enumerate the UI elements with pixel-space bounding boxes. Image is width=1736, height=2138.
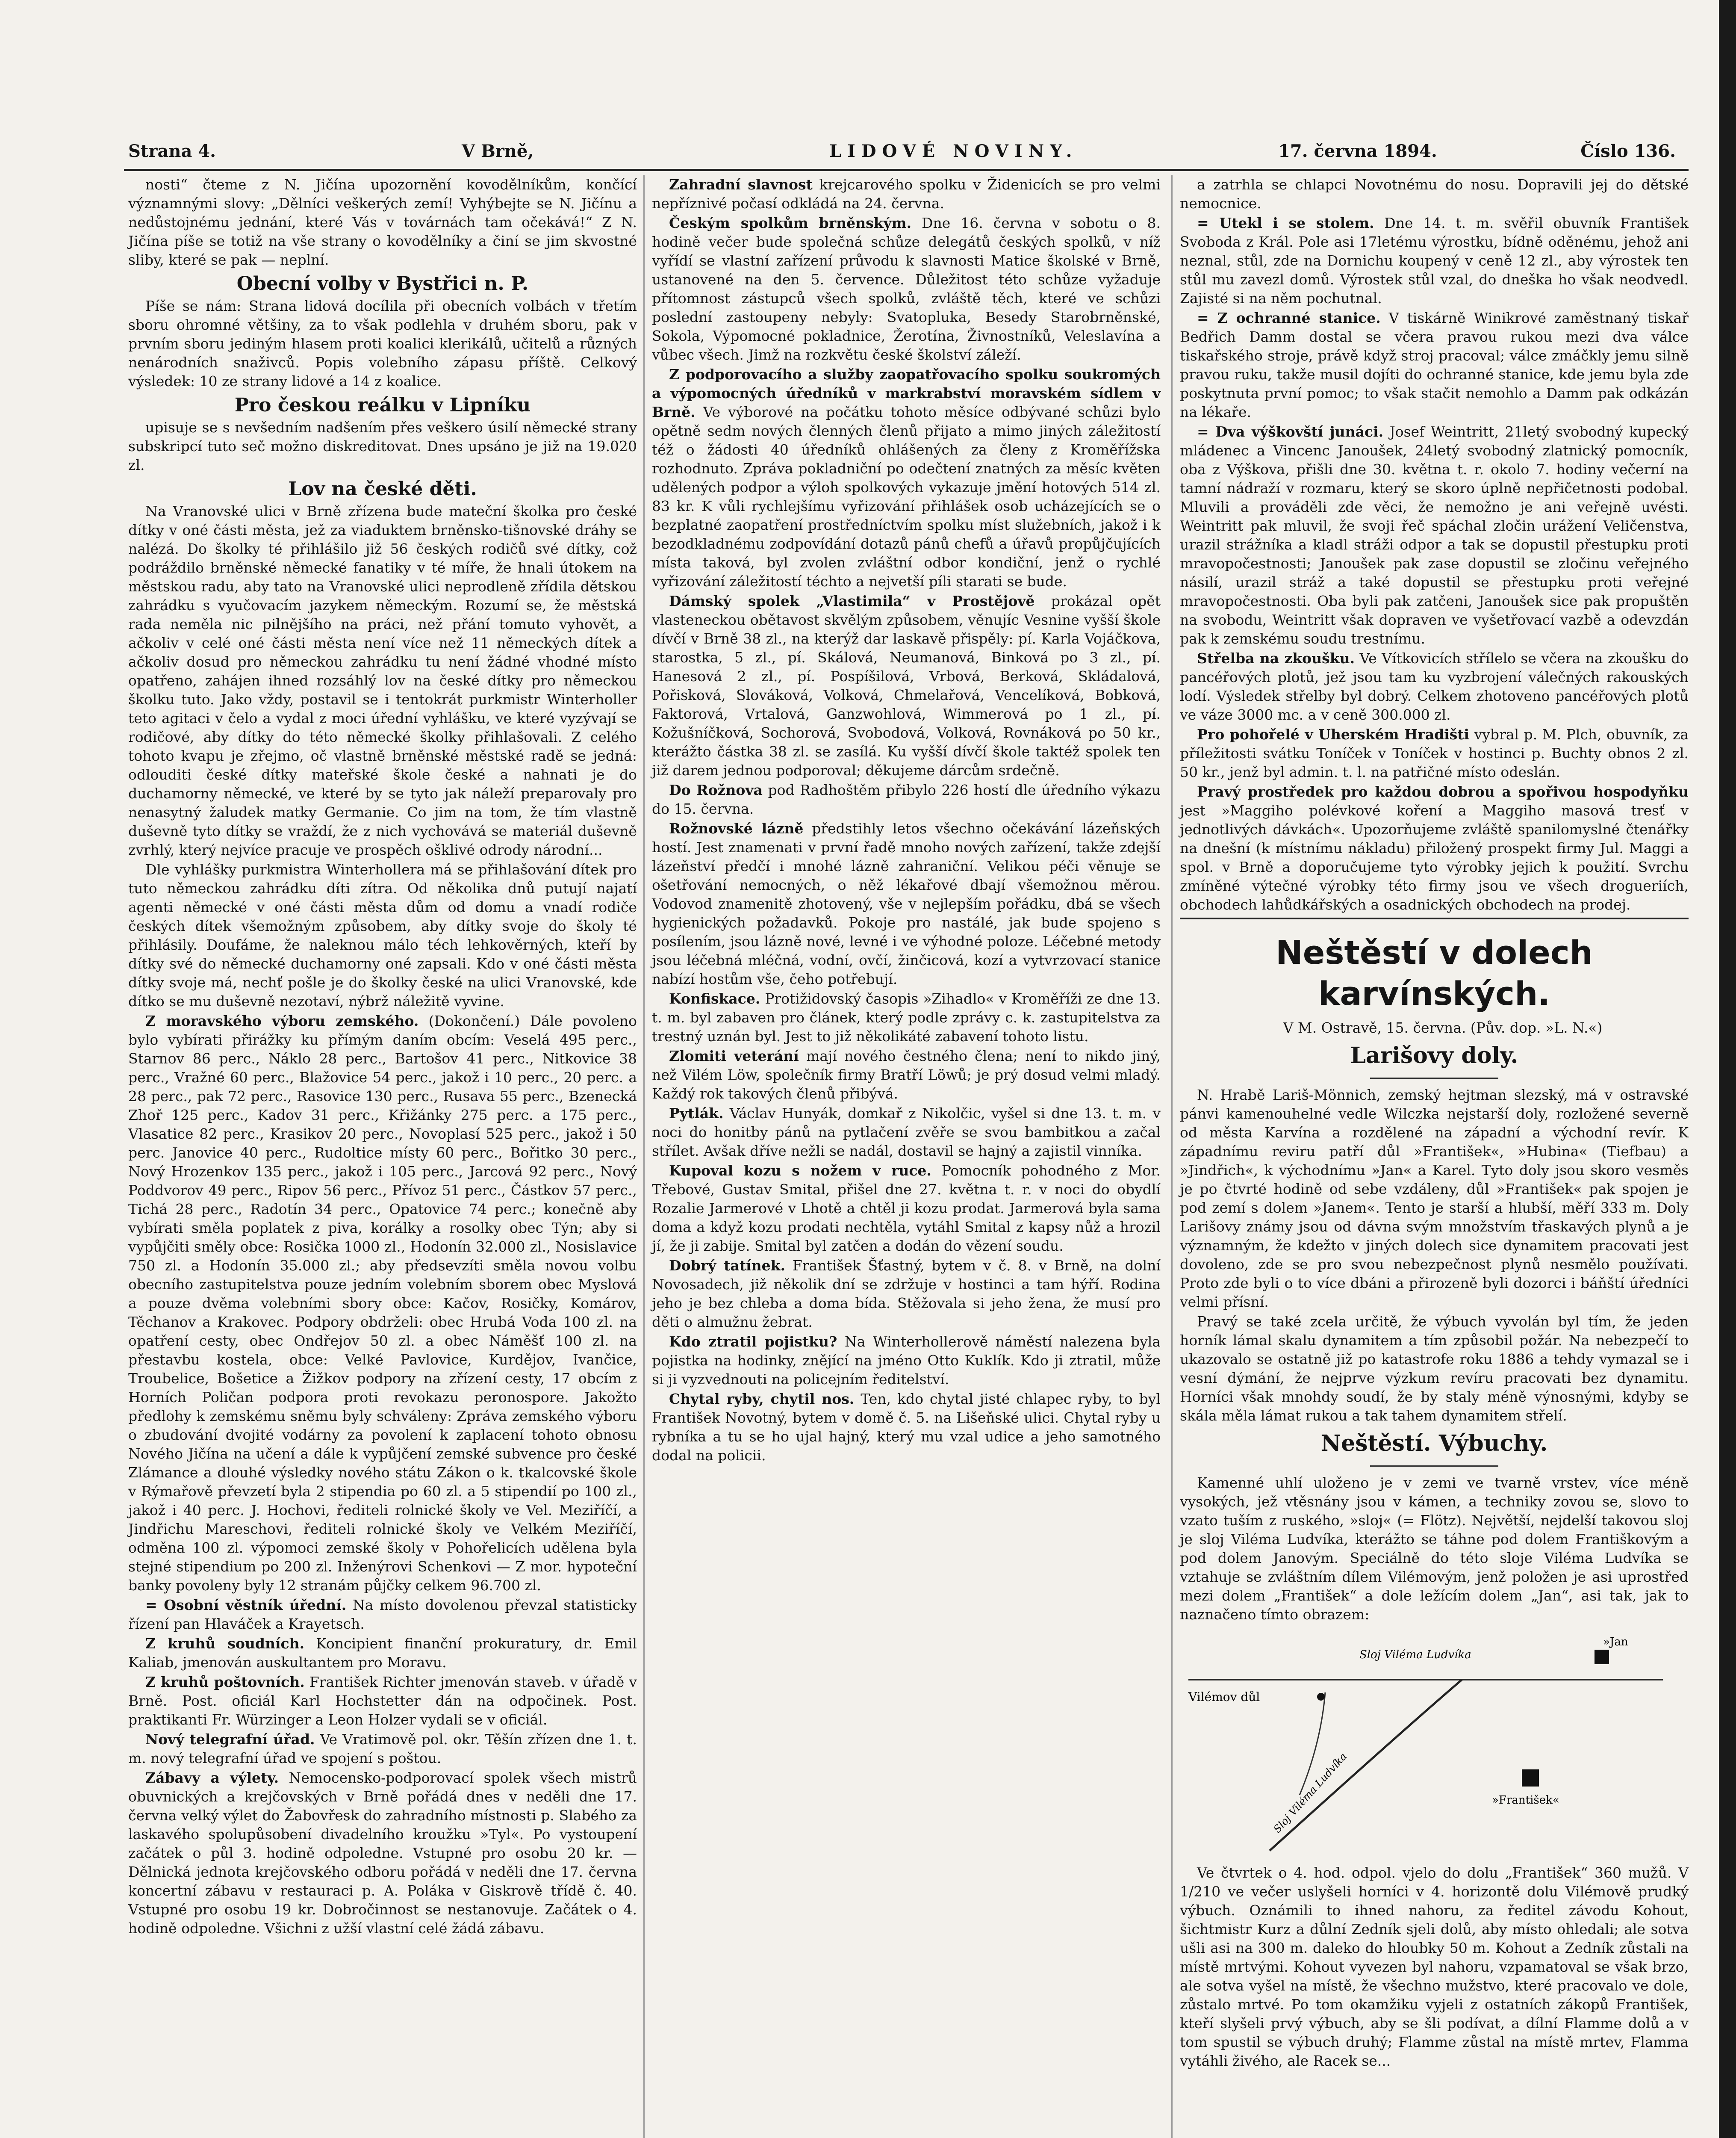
map-label: Vilémov důl	[1188, 1690, 1260, 1704]
article-heading: Rožnovské lázně	[669, 820, 804, 837]
article-heading: Zlomiti veterání	[669, 1048, 799, 1064]
newspaper-title: LIDOVÉ NOVINY.	[829, 141, 1078, 161]
article-heading: Z podporovacího a služby zaopatřovacího spolku soukromých a výpomocných úředníků v markrabství moravském sídlem v Brně.	[652, 366, 1161, 420]
article-text: Píše se nám: Strana lidová docílila při obecních volbách v třetím sboru ohromné většiny, za to však podlehla v druhém sboru, pak v prvním sboru jediným hlasem proti koalici klerikálů, učitelů a různých nenárodních snaživců. Popis volebního zápasu příště. Celkový výsledek: 10 ze strany lidové a 14 z koalice.	[128, 298, 637, 390]
map-label: Sloj Viléma Ludvíka	[1359, 1648, 1471, 1661]
article-text: František Šťastný, bytem v č. 8. v Brně, na dolní Novosadech, již několik dní se zdržuje v hostinci a tam hýří. Rodina jeho je bez chleba a doma bída. Stěžovala si jeho žena, že musí pro děti o almužnu žebrat.	[652, 1257, 1161, 1330]
seam-curve	[1270, 1680, 1462, 1851]
article-text: pod Radhoštěm přibylo 226 hostí dle úředního výkazu do 15. června.	[652, 782, 1161, 817]
scan-edge-right	[1719, 0, 1736, 2138]
section-title: Larišovy doly.	[1350, 1042, 1518, 1069]
title-rule	[1370, 1465, 1498, 1467]
header-rule	[124, 169, 1689, 171]
article-heading: Zábavy a výlety.	[145, 1769, 279, 1786]
page-number: Strana 4.	[128, 141, 216, 161]
article-text: Ve výborové na počátku tohoto měsíce odbývané schůzi bylo opětně sedm nových členných členů přijato a mimo jiných záležitostí též o žádosti 40 úředníků ohlášených za členy z Kroměřížska rozhodnuto. Zpráva pokladniční po odečtení znatných za měsíc květen udělených podpor a výloh spolkových vykazuje jmění hotových 514 zl. 83 kr. K vůli rychlejšímu vyřizování přihlášek osob ucházejících se o bezplatné zaopatření prostředníctvím spolku míst služebních, jakož i k bezodkladnému zodpovídání dotazů pánů chefů a úřavů propůjčujících místa taková, byl zvolen zvláštní odbor kondiční, jenž o rychlé vyřizování záležitostí téchto a nejvetší píli starati se bude.	[652, 404, 1161, 590]
article-heading: Z moravského výboru zemského.	[145, 1013, 419, 1029]
article-text: Ve Vítkovicích střílelo se včera na zkoušku do pancéřových plotů, jež jsou tam ku vyzbrojení válečných rakouských lodí. Výsledek střelby byl dobrý. Celkem zhotoveno pancéřových plotů ve váze 3000 mc. a v ceně 300.000 zl.	[1180, 650, 1689, 723]
map-label: »František«	[1492, 1794, 1559, 1807]
article-heading: = Osobní věstník úřední.	[145, 1597, 347, 1613]
article-text: František Richter jmenován staveb. v úřadě v Brně. Post. oficiál Karl Hochstetter dán na odpočinek. Post. praktikanti Fr. Würzinger a Leon Holzer vydali se v oficiál.	[128, 1674, 637, 1728]
city-line: V Brně,	[462, 141, 534, 161]
column-3	[1180, 175, 1689, 2071]
article-heading: Obecní volby v Bystřici n. P.	[236, 273, 529, 295]
article-heading: Pro pohořelé v Uherském Hradišti	[1197, 726, 1470, 743]
article-text: Ve čtvrtek o 4. hod. odpol. vjelo do dolu „František“ 360 mužů. V 1/210 ve večer uslyšeli horníci v 4. horizontě dolu Vilémově prudký výbuch. Oznámili to ihned nahoru, za ředitel závodu Kohout, šichtmistr Kurz a důlní Zedník sjeli dolů, aby místo ohledali; ale sotva ušli asi na 300 m. daleko do hloubky 50 m. Kohout a Zedník zůstali na místě mrtvými. Kohout vyvezen byl nahoru, vzpamatoval se však brzo, ale sotva vyšel na místě, že všechno mužstvo, které pracovalo ve dole, zůstalo mrtvé. Po tom okamžiku vyjeli z ostatních zákopů František, kteří slyšeli prvý výbuch, aby se šli podívat, a dílní Flamme dolů a v tom spustil se výbuch druhý; Flamme zůstal na místě mrtev, Flamma vytáhli živého, ale Racek se...	[1180, 1864, 1689, 2069]
article-text: Protižidovský časopis »Zihadlo« v Kroměříži ze dne 13. t. m. byl zabaven pro článek, který podle zprávy c. k. zastupitelstva za trestný uznán byl. Jest to již několikáté zabavení tohoto listu.	[652, 990, 1161, 1045]
article-text: krejcarového spolku v Židenicích se pro velmi nepříznivé počasí odkládá na 24. června.	[652, 176, 1161, 212]
article-heading: Do Rožnova	[669, 782, 763, 798]
column-separator	[643, 175, 645, 2138]
article-heading: Střelba na zkoušku.	[1197, 650, 1355, 667]
article-heading: Nový telegrafní úřad.	[145, 1731, 315, 1748]
jan-shaft-marker	[1595, 1650, 1609, 1664]
article-heading: = Utekl i se stolem.	[1197, 215, 1374, 231]
vilemov-shaft-marker	[1317, 1693, 1325, 1701]
section-title: Neštěstí. Výbuchy.	[1320, 1430, 1548, 1456]
title-rule	[1370, 1078, 1498, 1079]
article-text: Nemocensko-podporovací spolek všech mistrů obuvnických a krejčovských v Brně pořádá dnes v neděli dne 17. června velký výlet do Žabovřesk do zahradního místnosti p. Slabého za laskavého spolupůsobení divadelního kroužku »Tyl«. Po vystoupení začátek o půl 3. hodině odpoledne. Vstupné pro osobu 20 kr. — Dělnická jednota krejčovského odboru pořádá v neděli dne 17. června koncertní zábavu v restauraci p. A. Poláka v Giskrově třídě č. 40. Vstupné pro osobu 19 kr. Dobročinnost se nestanovuje. Začátek o 4. hodině odpoledne. Všichni z užší vlastní celé žádá zábavu.	[128, 1769, 637, 1937]
dateline: V M. Ostravě, 15. června. (Pův. dop. »L. N.«)	[1283, 1019, 1603, 1036]
article-text: (Dokončení.) Dále povoleno bylo vybírati přirážky ku přímým daním obcím: Veselá 495 perc., Starnov 86 perc., Náklo 28 perc., Bartošov 41 perc., Nitkovice 38 perc., Vražné 60 perc., Blažovice 54 perc., jakož i 10 perc., 20 perc. a 28 perc., pak 72 perc., Rasovice 130 perc., Rusava 55 perc., Bzenecká Zhoř 125 perc., Kadov 31 perc., Křižánky 275 perc. a 175 perc., Vlasatice 82 perc., Krasikov 20 perc., Novoplasí 525 perc., jakož i 50 perc. Janovice 40 perc., Rudoltice místy 60 perc., Bořitko 30 perc., Nový Hrozenkov 135 perc., jakož i 105 perc., Jarcová 92 perc., Nový Poddvorov 49 perc., Ripov 56 perc., Přívoz 51 perc., Částkov 57 perc., Tichá 28 perc., Radotín 34 perc., Opatovice 74 perc.; konečně aby vybírati směla poplatek z piva, korálky a rosolky obec Týn; aby si vypůjčiti směly obce: Rosička 1000 zl., Hodonín 32.000 zl., Nosislavice 750 zl. a Hodonín 35.000 zl.; aby předsevzíti směla novou volbu obecního zastupitelstva pouze jedním volebním sborem obec Myslová a pouze dvěma volebními sbory obce: Kačov, Rosičky, Komárov, Těchanov a Krakovec. Podpory obdrželi: obec Hrubá Voda 100 zl. na opatření cesty, obec Ondřejov 50 zl. a obec Náměšť 100 zl. na přestavbu kostela, obce: Velké Pavlovice, Kurdějov, Ivančice, Troubelice, Bošetice a Žižkov podpory na zřízení cesty, 17 obcím z Horních Poličan podpora proti revokazu peronospore. Jakožto předlohy k zemskému sněmu byly schváleny: Zpráva zemského výboru o zbudování dvojité vodárny za povolení k zaplacení tohoto obnosu Nového Jičína na učení a dále k vypůjčení zemské subvence pro české Zlámance a dlouhé výsledky nového státu Zákon o k. tkalcovské škole v Rýmařově převzetí byla 2 stipendia po 60 zl. a 5 stipendií po 100 zl., jakož i 40 perc. J. Hochovi, řediteli rolnické školy ve Vel. Meziříčí, a Jindřichu Mareschovi, řediteli rolnické školy ve Velkém Meziříčí, odměna 100 zl. výpomoci zemské školy v Pohořelicích udělena byla stejné stipendium po 200 zl. Inženýrovi Schenkovi — Z mor. hypoteční banky povoleny byly 12 stranám půjčky celkem 96.700 zl.	[128, 1013, 637, 1594]
main-headline: Neštěstí v dolech karvínských.	[1276, 933, 1593, 1013]
article-heading: Kdo ztratil pojistku?	[669, 1333, 837, 1350]
article-heading: Dobrý tatínek.	[669, 1257, 785, 1274]
article-heading: Z kruhů poštovních.	[145, 1674, 305, 1690]
article-text: Ten, kdo chytal jisté chlapec ryby, to byl František Novotný, bytem v domě č. 5. na Lišeňské ulici. Chytal ryby u rybníka a tu se ho ujal hajný, který mu vzal udice a jeho samotného dodal na policii.	[652, 1391, 1161, 1464]
article-text: Dle vyhlášky purkmistra Winterhollera má se přihlašování dítek pro tuto německou zahrádku díti zítra. Od několika dnů putují najatí agenti německé v oné části města dům od domu a vnadí rodiče českých dítek všemožným způsobem, aby dítky svoje do školy té přihlásily. Doufáme, že naleknou málo téch lehkověrných, kteří by dítky své do německé duchamorny oné zapsali. Kdo v oné části města dítky svoje má, nechť pošle je do školky české na ulici Vranovské, kde dítko se mu duševně nezotaví, nýbrž náležitě vyvine.	[128, 861, 637, 1010]
article-heading: Pro českou reálku v Lipníku	[234, 394, 531, 416]
article-text: Na místo dovolenou převzal statisticky řízení pan Hlaváček a Krayetsch.	[128, 1597, 637, 1632]
article-text: Koncipient finanční prokuratury, dr. Emil Kaliab, jmenován auskultantem pro Moravu.	[128, 1635, 637, 1671]
article-text: V tiskárně Winikrové zaměstnaný tiskař Bedřich Damm dostal se včera pravou rukou mezi dva válce tiskařského stroje, právě když stroj pracoval; válce zmáčkly jemu silně pravou ruku, takže musil dojíti do ochranné stanice, kde jemu byla zde poskytnuta první pomoc; to však stačit nemohlo a Damm pak odkázán na lékaře.	[1180, 310, 1689, 420]
article-text: Dne 16. června v sobotu o 8. hodině večer bude společná schůze delegátů českých spolků, v níž vyřídí se vlastní zařízení průvodu k slavnosti Matice školské v Brně, ustanovené na den 5. července. Důležitost této schůze vyžaduje přítomnost zástupců všech spolků, zvláště těch, které ve schůzi poslední zastoupeny nebyly: Svatopluka, Besedy Starobrněnské, Sokola, Výpomocné pokladnice, Žerotína, Živnostníků, Veleslavína a vůbec všech. Jimž na rozkvětu české školství záleží.	[652, 215, 1161, 363]
article-text: vybral p. M. Plch, obuvník, za příležitosti svátku Toníček v Toníček v hostinci p. Buchty obnos 2 zl. 50 kr., jenž byl admin. t. l. na patřičné místo odeslán.	[1180, 726, 1689, 780]
frantisek-shaft-marker	[1522, 1769, 1539, 1787]
article-text: Dne 14. t. m. svěřil obuvník František Svoboda z Král. Pole asi 17letému výrostku, bídně oděnému, jehož ani neznal, stůl, zde na Dornichu koupený v ceně 12 zl., aby výrostek ten stůl mu zavezl domů. Výrostek stůl vzal, do dneška ho však neodvedl. Zajisté si na něm pochutnal.	[1180, 215, 1689, 307]
article-text: Kamenné uhlí uloženo je v zemi ve tvarně vrstev, více méně vysokých, jež vtěsnány jsou v kámen, a techniky zovou se, slovo to vzato tuším z ruského, »sloj« (= Flötz). Největší, nejdelší takovou sloj je sloj Viléma Ludvíka, kterážto se táhne pod dolem Františkovým a pod dolem Janovým. Speciálně do této sloje Viléma Ludvíka se vztahuje se zvláštním dílem Vilémovým, jenž položen je asi uprostřed mezi dolem „František“ a dole ležícím dolem „Jan“, asi tak, jak to naznačeno tímto obrazem:	[1180, 1474, 1689, 1623]
article-heading: Chytal ryby, chytil nos.	[669, 1391, 855, 1407]
article-text: N. Hrabě Lariš-Mönnich, zemský hejtman slezský, má v ostravské pánvi kamenouhelné vedle Wilczka nejstarší doly, rozložené severně od města Karvína a rozdělené na západní a východní revír. K západnímu reviru patří důl »František«, »Hubina« (Tiefbau) a »Jindřich«, k východnímu »Jan« a Karel. Tyto doly jsou skoro vesměs je po čtvrté hodině od sebe vzdáleny, důl »František« pak spojen je pod zemí s dolem »Janem«. Tento je starší a hlubší, měří 333 m. Doly Larišovy známy jsou od dávna svým množstvím třaskavých plynů a je významným, že kdežto v jiných dolech sice dynamitem pracovati jest dovoleno, zde se pro svou nebezpečnost plynů nesmělo používati. Proto zde byli o to více dbáni a přirozeně byli dozorci i báňští úředníci velmi přísní.	[1180, 1087, 1689, 1310]
column-separator	[1171, 175, 1173, 2138]
article-text: předstihly letos všechno očekávání lázeňských hostí. Jest znamenati v první řadě mnoho nových zařízení, takže zdejší lázeňství předčí i mnohé lázně zahraniční. Velikou péči věnuje se ošetřování nemocných, o něž lékařové dbají všemožnou měrou. Vodovod znamenitě zhotovený, vše v nejlepším pořádku, dbá se všech hygienických požadavků. Pokoje pro nastálé, jak bude spojeno s posílením, jsou lázně nové, levné i ve výhodné poloze. Léčebné metody jsou léčebná mléčná, vodní, ovčí, žinčicová, kozí a vytvrzovací stanice nabízí hostům vše, čeho potřebují.	[652, 820, 1161, 987]
article-heading: Českým spolkům brněnským.	[669, 215, 912, 231]
article-text: a zatrhla se chlapci Novotnému do nosu. Dopravili jej do dětské nemocnice.	[1180, 176, 1689, 212]
article-heading: Zahradní slavnost	[669, 176, 813, 193]
article-heading: Konfiskace.	[669, 990, 760, 1007]
map-label: Sloj Viléma Ludvíka	[1271, 1750, 1350, 1836]
article-text: prokázal opět vlasteneckou obětavost skvělým způsobem, věnujíc Vesnine vyšší škole dívčí v Brně 38 zl., na kterýž dar laskavě přispěly: pí. Karla Vojáčkova, starostka, 5 zl., pí. Skálová, Neumanová, Binková po 3 zl., pí. Hanesová 2 zl., pí. Pospíšilová, Vrbová, Berková, Skládalová, Pořisková, Slováková, Volková, Chmelařová, Vencelíková, Bobková, Faktorová, Vrtalová, Ganzwohlová, Wimmerová po 1 zl., pí. Kožušníčková, Sochorová, Svobodová, Volková, Rovnáková po 50 kr., kterážto částka 38 zl. se zasílá. Ku vyšší dívčí škole taktéž spolek ten již darem jednou podporoval; děkujeme dárcům srdečně.	[652, 593, 1161, 779]
article-text: Na Vranovské ulici v Brně zřízena bude mateční školka pro české dítky v oné části města, jež za viaduktem brněnsko-tišnovské dráhy se nalézá. Do školky té přihlášilo již 56 českých rodičů své dítky, což podráždilo brněnské německé fanatiky v té míře, že hnali útokem na městskou radu, aby tato na Vranovské ulici neprodleně zřídila dětskou zahrádku s vyučovacím jazykem německým. Rozumí se, že městská rada neměla nic pilnějšího na práci, než přání tomuto vyhovět, a ačkoliv v celé oné části města není více než 11 německých dítek a ačkoliv dosud pro německou zahrádku tu není žádné vhodné místo opatřeno, zahájen ihned rozsáhlý lov na české dítky pro německou školku tuto. Jako vždy, postavil se i tentokrát purkmistr Winterholler teto agitaci v čelo a vydal z moci úřední vyhlášku, ve které vyzývají se rodičové, aby dítky do této německé školky přihlašovali. Z celého tohoto kvapu je zřejmo, oč vlastně brněnské městské radě se jedná: odlouditi české dítky mateřské škole české a nahnati je do duchamorny německé, ve které by se tyto jak náleží preparovaly pro nenasytný žaludek matky Germanie. Co jim na tom, že tím vlastně duševně tyto dítky se vraždí, že z nich vychovává se materiál duševně zvrhlý, který nejvíce pracuje ve prospěch ošklivé odrody národní...	[128, 503, 637, 858]
article-text: Ve Vratimově pol. okr. Těšín zřízen dne 1. t. m. nový telegrafní úřad ve spojení s poštou.	[128, 1731, 637, 1766]
mine-map	[1180, 1633, 1671, 1855]
article-text: Pomocník pohodného z Mor. Třebové, Gustav Smital, přišel dne 27. května t. r. v noci do obydlí Rozalie Jarmerové v Lhotě a chtěl ji kozu prodat. Jarmerová byla sama doma a když kozu prodati nechtěla, vytáhl Smital z kapsy nůž a hrozil jí, že ji zabije. Smital byl zatčen a dodán do vězení soudu.	[652, 1162, 1161, 1254]
article-text: Václav Hunyák, domkař z Nikolčic, vyšel si dne 13. t. m. v noci do honitby pánů na pytlačení zvěře se svou bambitkou a začal střílet. Avšak dříve nežli se nadál, dostavil se hajný a zajistil vinníka.	[652, 1105, 1161, 1159]
article-text: Na Winterhollerově náměstí nalezena byla pojistka na hodinky, znějící na jméno Otto Kuklík. Kdo ji ztratil, může si ji vyzvednouti na policejním ředitelství.	[652, 1333, 1161, 1388]
article-text: Josef Weintritt, 21letý svobodný kupecký mládenec a Vincenc Janoušek, 24letý svobodný zlatnický pomocník, oba z Výškova, přišli dne 30. května t. r. okolo 7. hodiny večerní na tamní nádraží v rozmaru, který se skoro úplně nepřičetnosti podobal. Mluvili a prováděli zde věci, že nemožno je ani veřejně uvésti. Weintritt pak mluvil, že svoji řeč spáchal zločin urážení Veličenstva, urazil strážníka a kladl stráži odpor a tak se dopustil přestupku proti mravopočestnosti; Janoušek pak zase dopustil se zločinu veřejného násilí, urazil stráž a také dopustil se přestupku proti veřejné mravopočestnosti. Oba byli pak zatčeni, Janoušek sice pak propuštěn na svobodu, Weintritt však dopraven ve vyšetřovací vazbě a odevzdán pak k zemskému soudu trestnímu.	[1180, 423, 1689, 647]
article-text: upisuje se s nevšedním nadšením přes veškero úsilí německé strany subskripcí tuto seč možno diskreditovat. Dnes upsáno je již na 19.020 zl.	[128, 419, 637, 473]
article-heading: Pravý prostředek pro každou dobrou a spořivou hospodyňku	[1197, 783, 1689, 800]
map-label: »Jan	[1603, 1636, 1628, 1648]
article-heading: Kupoval kozu s nožem v ruce.	[669, 1162, 931, 1179]
article-text: Pravý se také zcela určitě, že výbuch vyvolán byl tím, že jeden horník lámal skalu dynamitem a tím způsobil požár. Na nebezpečí to ukazovalo se ostatně již po katastrofe roku 1886 a tehdy vymazal se i vesní dýmání, že nejprve výzkum revíru pracovati bez dynamitu. Horníci však mnohdy soudí, že by staly méně výnosnými, kdyby se skála měla lámat rukou a tak tahem dynamitem střelí.	[1180, 1313, 1689, 1424]
page-header	[128, 141, 1684, 162]
article-heading: Lov na české děti.	[288, 478, 477, 500]
article-heading: = Dva výškovští junáci.	[1197, 423, 1384, 440]
article-heading: Dámský spolek „Vlastimila“ v Prostějově	[669, 593, 1035, 609]
section-rule	[1180, 918, 1689, 919]
mine-map-drawing	[1180, 1633, 1671, 1855]
article-heading: Pytlák.	[669, 1105, 724, 1122]
article-text: jest »Maggiho polévkové koření a Maggiho masová tresť v jednotlivých dávkách«. Upozorňujeme zvláště spanilomyslné čtenářky na dnešní (k místnímu nákladu) přiložený prospekt firmy Jul. Maggi a spol. v Brně a doporučujeme tyto výrobky jejich k použití. Svrchu zmíněné výtečné výrobky této firmy jsou ve všech drogueriích, obchodech lahůdkářských a osadnických obchodech na prodej.	[1180, 802, 1689, 913]
issue-date: 17. června 1894.	[1278, 141, 1437, 161]
article-heading: Z kruhů soudních.	[145, 1635, 305, 1652]
issue-number: Číslo 136.	[1580, 141, 1676, 161]
column-2	[652, 175, 1161, 1466]
column-1	[128, 175, 637, 1939]
article-text: mají nového čestného člena; není to nikdo jiný, než Vilém Löw, společník firmy Bratří Löwů; je prý dosud velmi mladý. Každý rok takových členů přibývá.	[652, 1048, 1161, 1102]
article-heading: = Z ochranné stanice.	[1197, 310, 1381, 326]
article-text: nosti“ čteme z N. Jičína upozornění kovodělníkům, končící významnými slovy: „Dělníci veškerých zemí! Vyhýbejte se N. Jičínu a nedůstojnému jednání, které Vás v továrnách tam očekává!“ Z N. Jičína píše se totiž na vše strany o kovodělníky a činí se jim skvostné sliby, které se pak — neplní.	[128, 176, 637, 268]
